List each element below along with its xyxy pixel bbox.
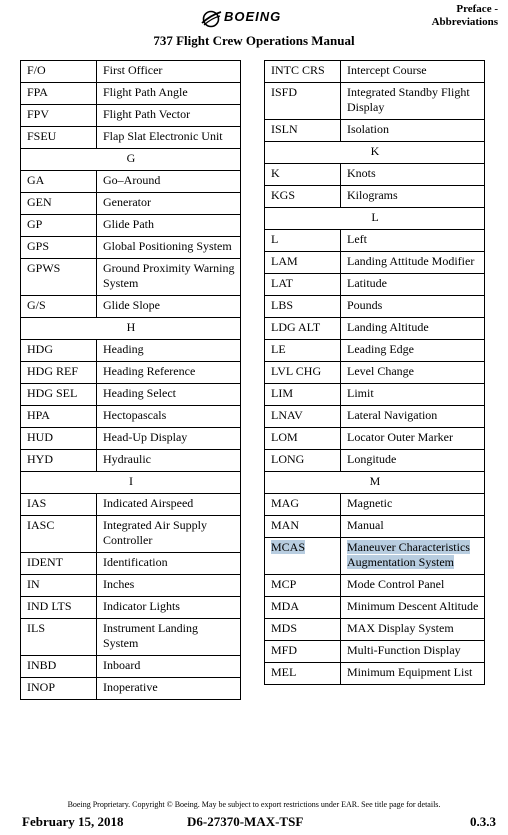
meaning-text: Latitude bbox=[347, 276, 387, 290]
abbreviation-row bbox=[265, 318, 485, 340]
abbreviation-text: LBS bbox=[271, 298, 294, 312]
meaning-cell bbox=[97, 296, 241, 318]
abbreviation-cell bbox=[265, 230, 341, 252]
abbreviation-text: HDG bbox=[27, 342, 53, 356]
abbreviation-text: MFD bbox=[271, 643, 298, 657]
meaning-text: Mode Control Panel bbox=[347, 577, 445, 591]
abbreviation-row bbox=[265, 406, 485, 428]
abbreviation-row bbox=[21, 215, 241, 237]
abbreviation-cell bbox=[265, 120, 341, 142]
meaning-text: Heading bbox=[103, 342, 144, 356]
meaning-cell bbox=[97, 494, 241, 516]
abbreviation-row bbox=[265, 340, 485, 362]
meaning-text: Kilograms bbox=[347, 188, 398, 202]
section-title-line2: Abbreviations bbox=[431, 16, 498, 28]
abbreviation-text: MCP bbox=[271, 577, 297, 591]
abbreviation-text: HYD bbox=[27, 452, 53, 466]
meaning-text: Global Positioning System bbox=[103, 239, 232, 253]
abbreviation-cell bbox=[265, 61, 341, 83]
abbreviation-text: K bbox=[271, 166, 280, 180]
abbreviation-row bbox=[265, 384, 485, 406]
meaning-cell bbox=[341, 597, 485, 619]
abbreviation-text: KGS bbox=[271, 188, 296, 202]
letter-header-row bbox=[21, 149, 241, 171]
letter-header: G bbox=[21, 149, 241, 171]
abbreviation-row bbox=[265, 597, 485, 619]
abbreviation-text: GPWS bbox=[27, 261, 61, 275]
abbreviation-cell bbox=[21, 296, 97, 318]
meaning-cell bbox=[97, 575, 241, 597]
meaning-text: Indicated Airspeed bbox=[103, 496, 194, 510]
abbreviation-row bbox=[21, 296, 241, 318]
meaning-cell bbox=[97, 406, 241, 428]
manual-title: 737 Flight Crew Operations Manual bbox=[153, 33, 355, 48]
meaning-text: Minimum Descent Altitude bbox=[347, 599, 479, 613]
meaning-cell bbox=[341, 120, 485, 142]
abbreviation-row bbox=[265, 450, 485, 472]
boeing-wordmark: BOEING bbox=[224, 9, 282, 24]
meaning-cell bbox=[341, 164, 485, 186]
abbreviation-cell bbox=[265, 274, 341, 296]
meaning-text: Limit bbox=[347, 386, 374, 400]
meaning-text: Knots bbox=[347, 166, 376, 180]
abbreviation-text: FPV bbox=[27, 107, 50, 121]
abbreviation-cell bbox=[265, 575, 341, 597]
meaning-text: Lateral Navigation bbox=[347, 408, 438, 422]
meaning-text: Minimum Equipment List bbox=[347, 665, 473, 679]
meaning-text: Hectopascals bbox=[103, 408, 167, 422]
meaning-text: Glide Path bbox=[103, 217, 154, 231]
abbreviation-text: IDENT bbox=[27, 555, 63, 569]
meaning-text: Integrated Standby Flight Display bbox=[347, 85, 470, 114]
abbreviation-row bbox=[21, 450, 241, 472]
meaning-text: Inoperative bbox=[103, 680, 158, 694]
proprietary-notice: Boeing Proprietary. Copyright © Boeing. May be subject to export restrictions under EAR. See title page for details. bbox=[67, 800, 441, 809]
meaning-cell bbox=[341, 318, 485, 340]
meaning-text: Integrated Air Supply Controller bbox=[103, 518, 207, 547]
abbreviation-text: FPA bbox=[27, 85, 48, 99]
abbreviation-row bbox=[21, 259, 241, 296]
meaning-cell bbox=[97, 215, 241, 237]
abbreviation-row bbox=[21, 406, 241, 428]
meaning-cell bbox=[97, 83, 241, 105]
meaning-cell bbox=[97, 259, 241, 296]
meaning-text: Magnetic bbox=[347, 496, 393, 510]
abbreviation-row bbox=[265, 164, 485, 186]
meaning-cell bbox=[97, 384, 241, 406]
letter-header: M bbox=[265, 472, 485, 494]
meaning-text: Flap Slat Electronic Unit bbox=[103, 129, 223, 143]
meaning-text: Ground Proximity Warning System bbox=[103, 261, 235, 290]
revision-date: February 15, 2018 bbox=[22, 814, 124, 829]
abbreviation-cell bbox=[21, 678, 97, 700]
abbreviation-row bbox=[265, 663, 485, 685]
abbreviation-text: L bbox=[271, 232, 279, 246]
abbreviation-cell bbox=[265, 186, 341, 208]
abbreviation-row bbox=[21, 384, 241, 406]
abbreviation-cell bbox=[265, 318, 341, 340]
abbreviation-cell bbox=[21, 597, 97, 619]
abbreviation-cell bbox=[21, 259, 97, 296]
abbreviation-row bbox=[265, 120, 485, 142]
abbreviation-row bbox=[265, 516, 485, 538]
meaning-text: Leading Edge bbox=[347, 342, 414, 356]
meaning-cell bbox=[97, 340, 241, 362]
abbreviation-cell bbox=[265, 362, 341, 384]
meaning-text: Heading Select bbox=[103, 386, 176, 400]
meaning-text: Maneuver Characteristics Augmentation System bbox=[347, 540, 470, 569]
abbreviation-text: LIM bbox=[271, 386, 293, 400]
abbreviation-row bbox=[21, 597, 241, 619]
abbreviation-text: MCAS bbox=[271, 540, 306, 554]
abbreviation-text: F/O bbox=[27, 63, 46, 77]
section-title bbox=[432, 3, 498, 29]
abbreviation-text: IASC bbox=[27, 518, 55, 532]
abbreviation-row bbox=[21, 237, 241, 259]
abbreviation-text: LE bbox=[271, 342, 286, 356]
meaning-text: Locator Outer Marker bbox=[347, 430, 453, 444]
meaning-cell bbox=[341, 450, 485, 472]
abbreviation-row bbox=[265, 575, 485, 597]
meaning-cell bbox=[341, 494, 485, 516]
abbreviation-text: HUD bbox=[27, 430, 53, 444]
meaning-cell bbox=[341, 296, 485, 318]
abbreviation-text: IND LTS bbox=[27, 599, 72, 613]
meaning-cell bbox=[97, 597, 241, 619]
abbreviation-cell bbox=[265, 494, 341, 516]
abbreviation-cell bbox=[21, 450, 97, 472]
meaning-text: Head-Up Display bbox=[103, 430, 188, 444]
meaning-cell bbox=[341, 83, 485, 120]
meaning-text: First Officer bbox=[103, 63, 163, 77]
abbreviation-row bbox=[21, 678, 241, 700]
abbreviation-text: LVL CHG bbox=[271, 364, 322, 378]
meaning-cell bbox=[341, 641, 485, 663]
abbreviation-cell bbox=[21, 619, 97, 656]
abbreviation-text: HDG REF bbox=[27, 364, 79, 378]
abbreviation-cell bbox=[265, 406, 341, 428]
abbreviation-cell bbox=[21, 575, 97, 597]
meaning-cell bbox=[97, 450, 241, 472]
document-number: D6-27370-MAX-TSF bbox=[187, 814, 304, 829]
meaning-cell bbox=[341, 406, 485, 428]
letter-header-row bbox=[21, 318, 241, 340]
abbreviation-row bbox=[21, 494, 241, 516]
abbreviation-row bbox=[265, 252, 485, 274]
abbreviation-text: LAM bbox=[271, 254, 298, 268]
meaning-cell bbox=[341, 340, 485, 362]
abbreviation-text: INTC CRS bbox=[271, 63, 325, 77]
abbreviation-row bbox=[265, 362, 485, 384]
meaning-cell bbox=[97, 171, 241, 193]
meaning-cell bbox=[341, 362, 485, 384]
meaning-text: Pounds bbox=[347, 298, 383, 312]
abbreviation-row bbox=[21, 193, 241, 215]
abbreviation-text: MDA bbox=[271, 599, 300, 613]
abbreviation-cell bbox=[265, 428, 341, 450]
letter-header: K bbox=[265, 142, 485, 164]
abbreviation-cell bbox=[21, 215, 97, 237]
abbreviation-cell bbox=[265, 252, 341, 274]
meaning-cell bbox=[341, 538, 485, 575]
meaning-cell bbox=[97, 193, 241, 215]
abbreviation-cell bbox=[21, 127, 97, 149]
abbreviation-cell bbox=[265, 83, 341, 120]
meaning-cell bbox=[97, 619, 241, 656]
meaning-text: Heading Reference bbox=[103, 364, 196, 378]
meaning-cell bbox=[97, 678, 241, 700]
abbreviation-row bbox=[265, 61, 485, 83]
abbreviation-text: LOM bbox=[271, 430, 298, 444]
meaning-text: Inboard bbox=[103, 658, 141, 672]
abbreviation-cell bbox=[21, 61, 97, 83]
abbreviation-row bbox=[21, 83, 241, 105]
meaning-cell bbox=[341, 575, 485, 597]
meaning-cell bbox=[341, 428, 485, 450]
meaning-text: Multi-Function Display bbox=[347, 643, 461, 657]
abbreviation-cell bbox=[265, 641, 341, 663]
abbreviation-cell bbox=[21, 384, 97, 406]
meaning-text: Inches bbox=[103, 577, 135, 591]
meaning-text: Isolation bbox=[347, 122, 389, 136]
abbreviation-row bbox=[21, 362, 241, 384]
abbreviation-row bbox=[21, 516, 241, 553]
meaning-cell bbox=[97, 553, 241, 575]
abbreviation-row bbox=[21, 61, 241, 83]
meaning-cell bbox=[97, 127, 241, 149]
abbreviation-cell bbox=[21, 237, 97, 259]
abbreviation-cell bbox=[21, 83, 97, 105]
abbreviation-cell bbox=[265, 296, 341, 318]
abbreviation-text: INBD bbox=[27, 658, 57, 672]
abbreviation-cell bbox=[21, 553, 97, 575]
meaning-cell bbox=[341, 516, 485, 538]
letter-header-row bbox=[265, 208, 485, 230]
abbreviation-row bbox=[21, 575, 241, 597]
abbreviation-cell bbox=[21, 193, 97, 215]
meaning-text: Longitude bbox=[347, 452, 397, 466]
abbreviation-row bbox=[21, 105, 241, 127]
abbreviation-text: LONG bbox=[271, 452, 305, 466]
meaning-text: Landing Attitude Modifier bbox=[347, 254, 475, 268]
abbreviation-row bbox=[265, 230, 485, 252]
meaning-text: Manual bbox=[347, 518, 384, 532]
abbreviation-row bbox=[21, 127, 241, 149]
abbreviation-cell bbox=[265, 597, 341, 619]
meaning-cell bbox=[341, 384, 485, 406]
meaning-text: MAX Display System bbox=[347, 621, 454, 635]
abbreviation-row bbox=[265, 641, 485, 663]
abbreviation-text: FSEU bbox=[27, 129, 57, 143]
abbreviation-text: MDS bbox=[271, 621, 298, 635]
page-number: 0.3.3 bbox=[470, 814, 496, 829]
abbreviation-cell bbox=[21, 494, 97, 516]
meaning-cell bbox=[97, 237, 241, 259]
meaning-text: Indicator Lights bbox=[103, 599, 180, 613]
abbreviation-text: GEN bbox=[27, 195, 52, 209]
meaning-cell bbox=[97, 61, 241, 83]
abbreviation-text: ILS bbox=[27, 621, 45, 635]
abbreviation-row bbox=[265, 428, 485, 450]
abbreviation-text: LAT bbox=[271, 276, 293, 290]
abbreviation-text: IAS bbox=[27, 496, 47, 510]
meaning-cell bbox=[341, 274, 485, 296]
abbreviations-table-left bbox=[20, 60, 241, 700]
abbreviation-row bbox=[265, 186, 485, 208]
abbreviation-text: INOP bbox=[27, 680, 56, 694]
abbreviation-cell bbox=[21, 171, 97, 193]
abbreviations-table-right bbox=[264, 60, 485, 685]
abbreviation-row bbox=[265, 494, 485, 516]
meaning-cell bbox=[341, 61, 485, 83]
meaning-text: Flight Path Angle bbox=[103, 85, 188, 99]
abbreviation-text: LNAV bbox=[271, 408, 303, 422]
abbreviation-row bbox=[21, 619, 241, 656]
abbreviation-row bbox=[21, 428, 241, 450]
abbreviation-text: GP bbox=[27, 217, 43, 231]
meaning-text: Identification bbox=[103, 555, 168, 569]
abbreviation-cell bbox=[265, 450, 341, 472]
abbreviation-text: GPS bbox=[27, 239, 50, 253]
abbreviation-text: GA bbox=[27, 173, 45, 187]
meaning-text: Level Change bbox=[347, 364, 414, 378]
abbreviation-cell bbox=[21, 340, 97, 362]
meaning-cell bbox=[97, 656, 241, 678]
abbreviation-text: ISFD bbox=[271, 85, 298, 99]
abbreviation-row bbox=[21, 553, 241, 575]
meaning-cell bbox=[341, 252, 485, 274]
meaning-text: Instrument Landing System bbox=[103, 621, 198, 650]
boeing-symbol-icon bbox=[200, 8, 222, 30]
abbreviation-row bbox=[265, 83, 485, 120]
abbreviation-row bbox=[265, 274, 485, 296]
abbreviation-row bbox=[265, 538, 485, 575]
meaning-cell bbox=[97, 362, 241, 384]
meaning-cell bbox=[97, 516, 241, 553]
letter-header: H bbox=[21, 318, 241, 340]
abbreviation-cell bbox=[265, 340, 341, 362]
abbreviation-text: ISLN bbox=[271, 122, 298, 136]
meaning-text: Left bbox=[347, 232, 367, 246]
abbreviation-text: LDG ALT bbox=[271, 320, 321, 334]
meaning-cell bbox=[341, 186, 485, 208]
abbreviation-cell bbox=[265, 164, 341, 186]
meaning-text: Hydraulic bbox=[103, 452, 151, 466]
meaning-cell bbox=[341, 663, 485, 685]
section-title-line1: Preface - bbox=[456, 3, 498, 15]
meaning-cell bbox=[97, 428, 241, 450]
abbreviation-text: MEL bbox=[271, 665, 297, 679]
abbreviation-text: IN bbox=[27, 577, 40, 591]
abbreviation-cell bbox=[21, 406, 97, 428]
abbreviation-row bbox=[21, 171, 241, 193]
meaning-text: Go–Around bbox=[103, 173, 161, 187]
meaning-text: Glide Slope bbox=[103, 298, 160, 312]
meaning-cell bbox=[341, 619, 485, 641]
abbreviation-text: G/S bbox=[27, 298, 46, 312]
meaning-text: Intercept Course bbox=[347, 63, 427, 77]
meaning-cell bbox=[341, 230, 485, 252]
abbreviation-cell bbox=[21, 428, 97, 450]
meaning-cell bbox=[97, 105, 241, 127]
abbreviation-cell bbox=[265, 384, 341, 406]
letter-header-row bbox=[265, 472, 485, 494]
abbreviation-row bbox=[265, 296, 485, 318]
abbreviation-text: HPA bbox=[27, 408, 50, 422]
abbreviation-cell bbox=[21, 362, 97, 384]
boeing-logo bbox=[200, 8, 304, 32]
abbreviation-cell bbox=[21, 516, 97, 553]
letter-header-row bbox=[21, 472, 241, 494]
letter-header-row bbox=[265, 142, 485, 164]
abbreviation-cell bbox=[265, 516, 341, 538]
abbreviation-text: HDG SEL bbox=[27, 386, 78, 400]
abbreviation-text: MAN bbox=[271, 518, 300, 532]
abbreviation-row bbox=[21, 656, 241, 678]
meaning-text: Flight Path Vector bbox=[103, 107, 191, 121]
abbreviation-cell bbox=[265, 663, 341, 685]
abbreviation-cell bbox=[265, 619, 341, 641]
abbreviation-row bbox=[265, 619, 485, 641]
abbreviation-text: MAG bbox=[271, 496, 300, 510]
abbreviation-row bbox=[21, 340, 241, 362]
letter-header: L bbox=[265, 208, 485, 230]
abbreviation-cell bbox=[21, 105, 97, 127]
letter-header: I bbox=[21, 472, 241, 494]
abbreviation-cell bbox=[21, 656, 97, 678]
abbreviation-cell bbox=[265, 538, 341, 575]
meaning-text: Landing Altitude bbox=[347, 320, 429, 334]
meaning-text: Generator bbox=[103, 195, 151, 209]
